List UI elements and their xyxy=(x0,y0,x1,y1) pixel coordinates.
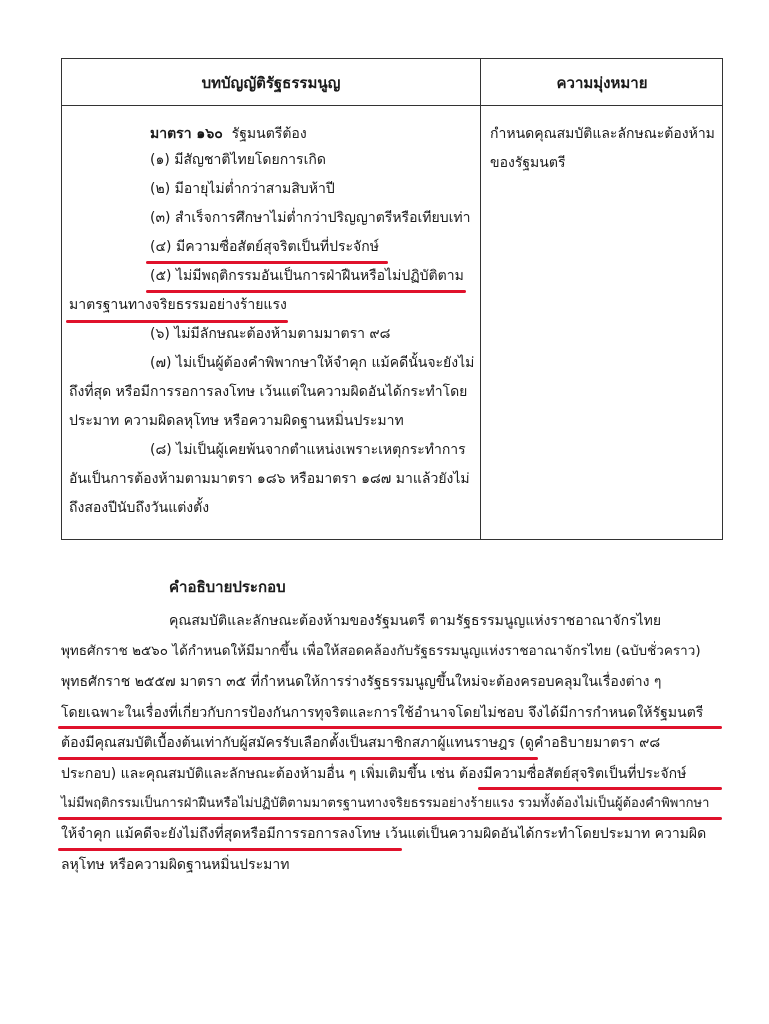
explanation-line: โดยเฉพาะในเรื่องที่เกี่ยวกับการป้องกันการทุจริตและการใช้อำนาจโดยไม่ชอบ จึงได้มีการกำหนดให้รัฐมนตรี xyxy=(61,705,704,721)
provision-line: ถึงที่สุด หรือมีการรอการลงโทษ เว้นแต่ในความผิดอันได้กระทำโดย xyxy=(69,384,468,400)
article-heading xyxy=(150,124,307,144)
table-column-divider xyxy=(480,59,481,539)
provision-line: (๑) มีสัญชาติไทยโดยการเกิด xyxy=(150,152,326,168)
explanation-line: คุณสมบัติและลักษณะต้องห้ามของรัฐมนตรี ตามรัฐธรรมนูญแห่งราชอาณาจักรไทย xyxy=(169,613,662,629)
provision-line: อันเป็นการต้องห้ามตามมาตรา ๑๘๖ หรือมาตรา ๑๘๗ มาแล้วยังไม่ xyxy=(69,471,470,487)
provision-line: (๔) มีความซื่อสัตย์สุจริตเป็นที่ประจักษ์ xyxy=(150,239,379,255)
table-header-divider xyxy=(62,105,722,106)
explanation-line: พุทธศักราช ๒๕๕๗ มาตรา ๓๕ ที่กำหนดให้การร่างรัฐธรรมนูญขึ้นใหม่จะต้องครอบคลุมในเรื่องต่าง ๆ xyxy=(61,674,662,690)
purpose-line: กำหนดคุณสมบัติและลักษณะต้องห้าม xyxy=(490,126,715,142)
highlight-underline xyxy=(146,261,388,264)
header-purpose: ความมุ่งหมาย xyxy=(556,74,648,92)
explanation-heading: คำอธิบายประกอบ xyxy=(169,578,286,596)
explanation-line: ต้องมีคุณสมบัติเบื้องต้นเท่ากับผู้สมัครรับเลือกตั้งเป็นสมาชิกสภาผู้แทนราษฎร (ดูคำอธิบายมาตรา ๙๘ xyxy=(61,735,661,751)
provision-line: (๗) ไม่เป็นผู้ต้องคำพิพากษาให้จำคุก แม้คดีนั้นจะยังไม่ xyxy=(150,355,475,371)
provision-line: ถึงสองปีนับถึงวันแต่งตั้ง xyxy=(69,500,210,516)
provision-line: (๓) สำเร็จการศึกษาไม่ต่ำกว่าปริญญาตรีหรือเทียบเท่า xyxy=(150,210,471,226)
provision-line: ประมาท ความผิดลหุโทษ หรือความผิดฐานหมิ่นประมาท xyxy=(69,413,404,429)
provision-line: (๕) ไม่มีพฤติกรรมอันเป็นการฝ่าฝืนหรือไม่ปฏิบัติตาม xyxy=(150,268,464,284)
provision-line: (๖) ไม่มีลักษณะต้องห้ามตามมาตรา ๙๘ xyxy=(150,326,391,342)
highlight-underline xyxy=(58,726,722,729)
explanation-line: ให้จำคุก แม้คดีจะยังไม่ถึงที่สุดหรือมีการรอการลงโทษ เว้นแต่เป็นความผิดอันได้กระทำโดยประมาท ความผิด xyxy=(61,826,707,842)
highlight-underline xyxy=(58,757,538,760)
highlight-underline xyxy=(58,848,402,851)
explanation-line: ไม่มีพฤติกรรมเป็นการฝ่าฝืนหรือไม่ปฏิบัติตามมาตรฐานทางจริยธรรมอย่างร้ายแรง รวมทั้งต้องไม่เป็นผู้ต้องคำพิพากษา xyxy=(61,796,710,811)
purpose-line: ของรัฐมนตรี xyxy=(490,155,566,171)
highlight-underline xyxy=(58,817,722,820)
provision-line: (๘) ไม่เป็นผู้เคยพ้นจากตำแหน่งเพราะเหตุกระทำการ xyxy=(150,442,466,458)
provision-line: (๒) มีอายุไม่ต่ำกว่าสามสิบห้าปี xyxy=(150,181,335,197)
explanation-line: พุทธศักราช ๒๕๖๐ ได้กำหนดให้มีมากขึ้น เพื่อให้สอดคล้องกับรัฐธรรมนูญแห่งราชอาณาจักรไทย (ฉบับชั่วคราว) xyxy=(61,643,701,659)
article-intro: รัฐมนตรีต้อง xyxy=(231,126,307,142)
article-number: มาตรา ๑๖๐ xyxy=(150,126,223,142)
highlight-underline xyxy=(146,290,466,293)
highlight-underline xyxy=(478,787,722,790)
explanation-line: ประกอบ) และคุณสมบัติและลักษณะต้องห้ามอื่น ๆ เพิ่มเติมขึ้น เช่น ต้องมีความซื่อสัตย์สุจริตเป็นที่ประจักษ์ xyxy=(61,766,687,782)
header-provisions: บทบัญญัติรัฐธรรมนูญ xyxy=(201,74,341,92)
highlight-underline xyxy=(66,320,288,323)
provision-line: มาตรฐานทางจริยธรรมอย่างร้ายแรง xyxy=(69,297,287,313)
explanation-line: ลหุโทษ หรือความผิดฐานหมิ่นประมาท xyxy=(61,857,290,873)
